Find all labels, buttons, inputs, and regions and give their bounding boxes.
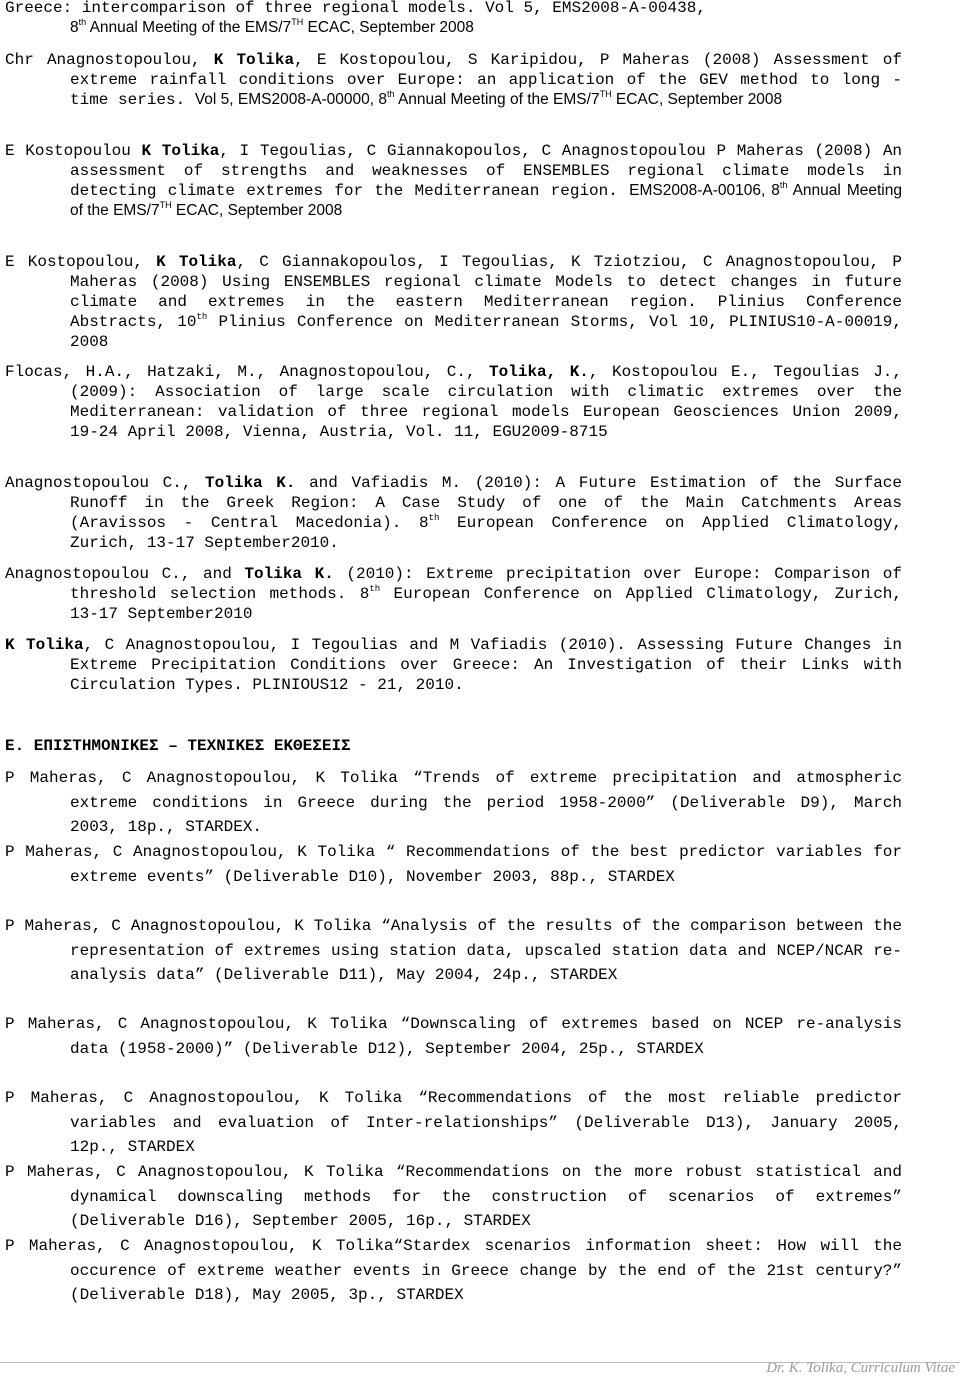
report-entry: P Maheras, C Anagnostopoulou, K Tolika “Analysis of the results of the comparison between the representation of extremes using station data, upscaled station data and NCEP/NCAR re-analysis data” (Deliverable D11), May 2004, 24p., STARDEX <box>5 917 902 985</box>
author-highlight: K Tolika <box>213 51 295 69</box>
report-entry: P Maheras, C Anagnostopoulou, K Tolika“Stardex scenarios information sheet: How will the occurence of extreme weather events in Greece change by the end of the 21st century?” (Deliverable D18), May 2005, 3p., STARDEX <box>5 1237 902 1305</box>
publication-entry: Anagnostopoulou C., Tolika K. and Vafiadis M. (2010): A Future Estimation of the Surface Runoff in the Greek Region: A Case Study of one of the Main Catchments Areas (Aravissos - Central Macedonia). 8th European Conference on Applied Climatology, Zurich, 13-17 September2010. <box>5 474 903 552</box>
report-entry: P Maheras, C Anagnostopoulou, K Tolika “ Recommendations of the best predictor variables for extreme events” (Deliverable D10), November 2003, 88p., STARDEX <box>5 843 902 886</box>
report-entry: P Maheras, C Anagnostopoulou, K Tolika “Downscaling of extremes based on NCEP re-analysis data (1958-2000)” (Deliverable D12), September 2004, 25p., STARDEX <box>5 1015 902 1058</box>
report-entry: P Maheras, C Anagnostopoulou, K Tolika “Recommendations of the most reliable predictor variables and evaluation of Inter-relationships” (Deliverable D13), January 2005, 12p., STARDEX <box>5 1089 902 1157</box>
publication-entry: Anagnostopoulou C., and Tolika K. (2010): Extreme precipitation over Europe: Comparison of threshold selection methods. 8th European Conference on Applied Climatology, Zurich, 13-17 September2010 <box>5 565 903 623</box>
page-footer: Dr. K. Tolika, Curriculum Vitae <box>766 1360 955 1376</box>
publication-entry-continued: Greece: intercomparison of three regional models. Vol 5, EMS2008-A-00438, 8th Annual Meeting of the EMS/7TH ECAC, September 2008 <box>5 0 706 36</box>
publication-entry: K Tolika, C Anagnostopoulou, I Tegoulias and M Vafiadis (2010). Assessing Future Changes in Extreme Precipitation Conditions over Greece: An Investigation of their Links with Circulation Types. PLINIOUS12 - 21, 2010. <box>5 636 903 694</box>
publication-entry: Chr Anagnostopoulou, K Tolika, E Kostopoulou, S Karipidou, P Maheras (2008) Assessment of extreme rainfall conditions over Europe: an application of the GEV method to long - time series. Vol 5, EMS2008-A-00000, 8th Annual Meeting of the EMS/7TH ECAC, September 2008 <box>5 51 903 109</box>
author-highlight: Tolika, K. <box>489 363 589 381</box>
report-entry: P Maheras, C Anagnostopoulou, K Tolika “Trends of extreme precipitation and atmospheric extreme conditions in Greece during the period 1958-2000” (Deliverable D9), March 2003, 18p., STARDEX. <box>5 769 902 837</box>
publication-entry: E Kostopoulou, K Tolika, C Giannakopoulos, I Tegoulias, K Tziotziou, C Anagnostopoulou, P Maheras (2008) Using ENSEMBLES regional climate Models to detect changes in future climate and extremes in the eastern Mediterranean region. Plinius Conference Abstracts, 10th Plinius Conference on Mediterranean Storms, Vol 10, PLINIUS10-A-00019, 2008 <box>5 253 903 351</box>
section-heading: Ε. ΕΠΙΣΤΗΜΟΝΙΚΕΣ – ΤΕΧΝΙΚΕΣ ΕΚΘΕΣΕΙΣ <box>5 737 351 755</box>
publication-entry: Flocas, H.A., Hatzaki, M., Anagnostopoulou, C., Tolika, K., Kostopoulou E., Tegoulias J., (2009): Association of large scale circulation with climatic extremes over the Mediterranean: validation of three regional models European Geosciences Union 2009, 19-24 April 2008, Vienna, Austria, Vol. 11, EGU2009-8715 <box>5 363 902 441</box>
author-highlight: Tolika K. <box>205 474 296 492</box>
author-highlight: K Tolika <box>141 142 220 160</box>
publication-entry: E Kostopoulou K Tolika, I Tegoulias, C Giannakopoulos, C Anagnostopoulou P Maheras (2008) An assessment of strengths and weaknesses of ENSEMBLES regional climate models in detecting climate extremes for the Mediterranean region. EMS2008-A-00106, 8th Annual Meeting of the EMS/7TH ECAC, September 2008 <box>5 142 903 219</box>
report-entry: P Maheras, C Anagnostopoulou, K Tolika “Recommendations on the more robust statistical and dynamical downscaling methods for the construction of scenarios of extremes” (Deliverable D16), September 2005, 16p., STARDEX <box>5 1163 902 1231</box>
author-highlight: K Tolika <box>156 253 237 271</box>
author-highlight: Tolika K. <box>244 565 334 583</box>
author-highlight: K Tolika <box>5 636 84 654</box>
